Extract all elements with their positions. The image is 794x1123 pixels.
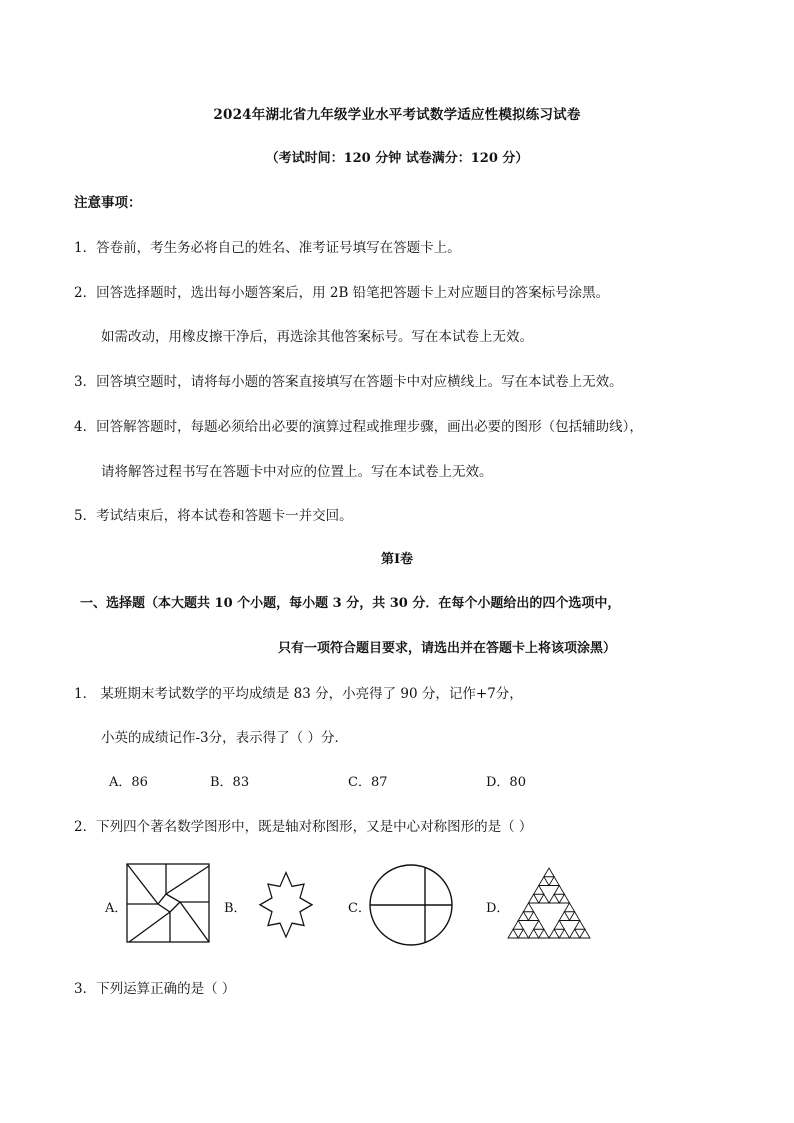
part-label: 第Ⅰ卷 bbox=[380, 552, 414, 567]
section-heading-line2: 只有一项符合题目要求，请选出并在答题卡上将该项涂黑） bbox=[278, 641, 617, 656]
question-1-line1: 1． 某班期末考试数学的平均成绩是 83 分，小亮得了 90 分，记作+7分， bbox=[74, 686, 523, 702]
figure-b-label: B． bbox=[224, 901, 247, 916]
figure-d-label: D． bbox=[486, 901, 510, 916]
question-1-option-b: B．83 bbox=[210, 775, 250, 790]
figure-b-koch-snowflake bbox=[240, 858, 332, 950]
figure-d-sierpinski-triangle bbox=[506, 866, 592, 940]
note-item-2: 2．回答选择题时，选出每小题答案后，用 2B 铅笔把答题卡上对应题目的答案标号涂黑。 bbox=[74, 285, 610, 301]
question-1-option-c: C．87 bbox=[348, 775, 388, 790]
question-1-line2: 小英的成绩记作-3分，表示得了（ ）分． bbox=[101, 730, 348, 746]
notes-heading: 注意事项： bbox=[74, 195, 142, 211]
note-item-4-cont: 请将解答过程书写在答题卡中对应的位置上。写在本试卷上无效。 bbox=[101, 464, 493, 480]
figure-c-divided-circle bbox=[367, 862, 455, 948]
note-item-1: 1．答卷前，考生务必将自己的姓名、准考证号填写在答题卡上。 bbox=[74, 240, 461, 256]
note-item-3: 3．回答填空题时，请将每小题的答案直接填写在答题卡中对应横线上。写在本试卷上无效。 bbox=[74, 374, 623, 390]
figure-a-label: A． bbox=[105, 901, 128, 916]
exam-subtitle: （考试时间：120 分钟 试卷满分：120 分） bbox=[265, 151, 529, 166]
note-item-2-cont: 如需改动，用橡皮擦干净后，再选涂其他答案标号。写在本试卷上无效。 bbox=[101, 329, 533, 345]
question-2-stem: 2．下列四个著名数学图形中，既是轴对称图形，又是中心对称图形的是（ ） bbox=[74, 819, 533, 835]
question-1-option-d: D．80 bbox=[486, 775, 526, 790]
section-heading-line1: 一、选择题（本大题共 10 个小题，每小题 3 分，共 30 分．在每个小题给出的四个选项中， bbox=[80, 596, 621, 611]
question-3-stem: 3．下列运算正确的是（ ） bbox=[74, 981, 236, 997]
question-1-option-a: A．86 bbox=[109, 775, 148, 790]
note-item-4: 4．回答解答题时，每题必须给出必要的演算过程或推理步骤，画出必要的图形（包括辅助线）， bbox=[74, 419, 643, 435]
note-item-5: 5．考试结束后，将本试卷和答题卡一并交回。 bbox=[74, 508, 353, 524]
exam-title: 2024年湖北省九年级学业水平考试数学适应性模拟练习试卷 bbox=[213, 107, 581, 123]
figure-c-label: C． bbox=[348, 901, 371, 916]
figure-a-pinwheel-square bbox=[125, 862, 211, 944]
